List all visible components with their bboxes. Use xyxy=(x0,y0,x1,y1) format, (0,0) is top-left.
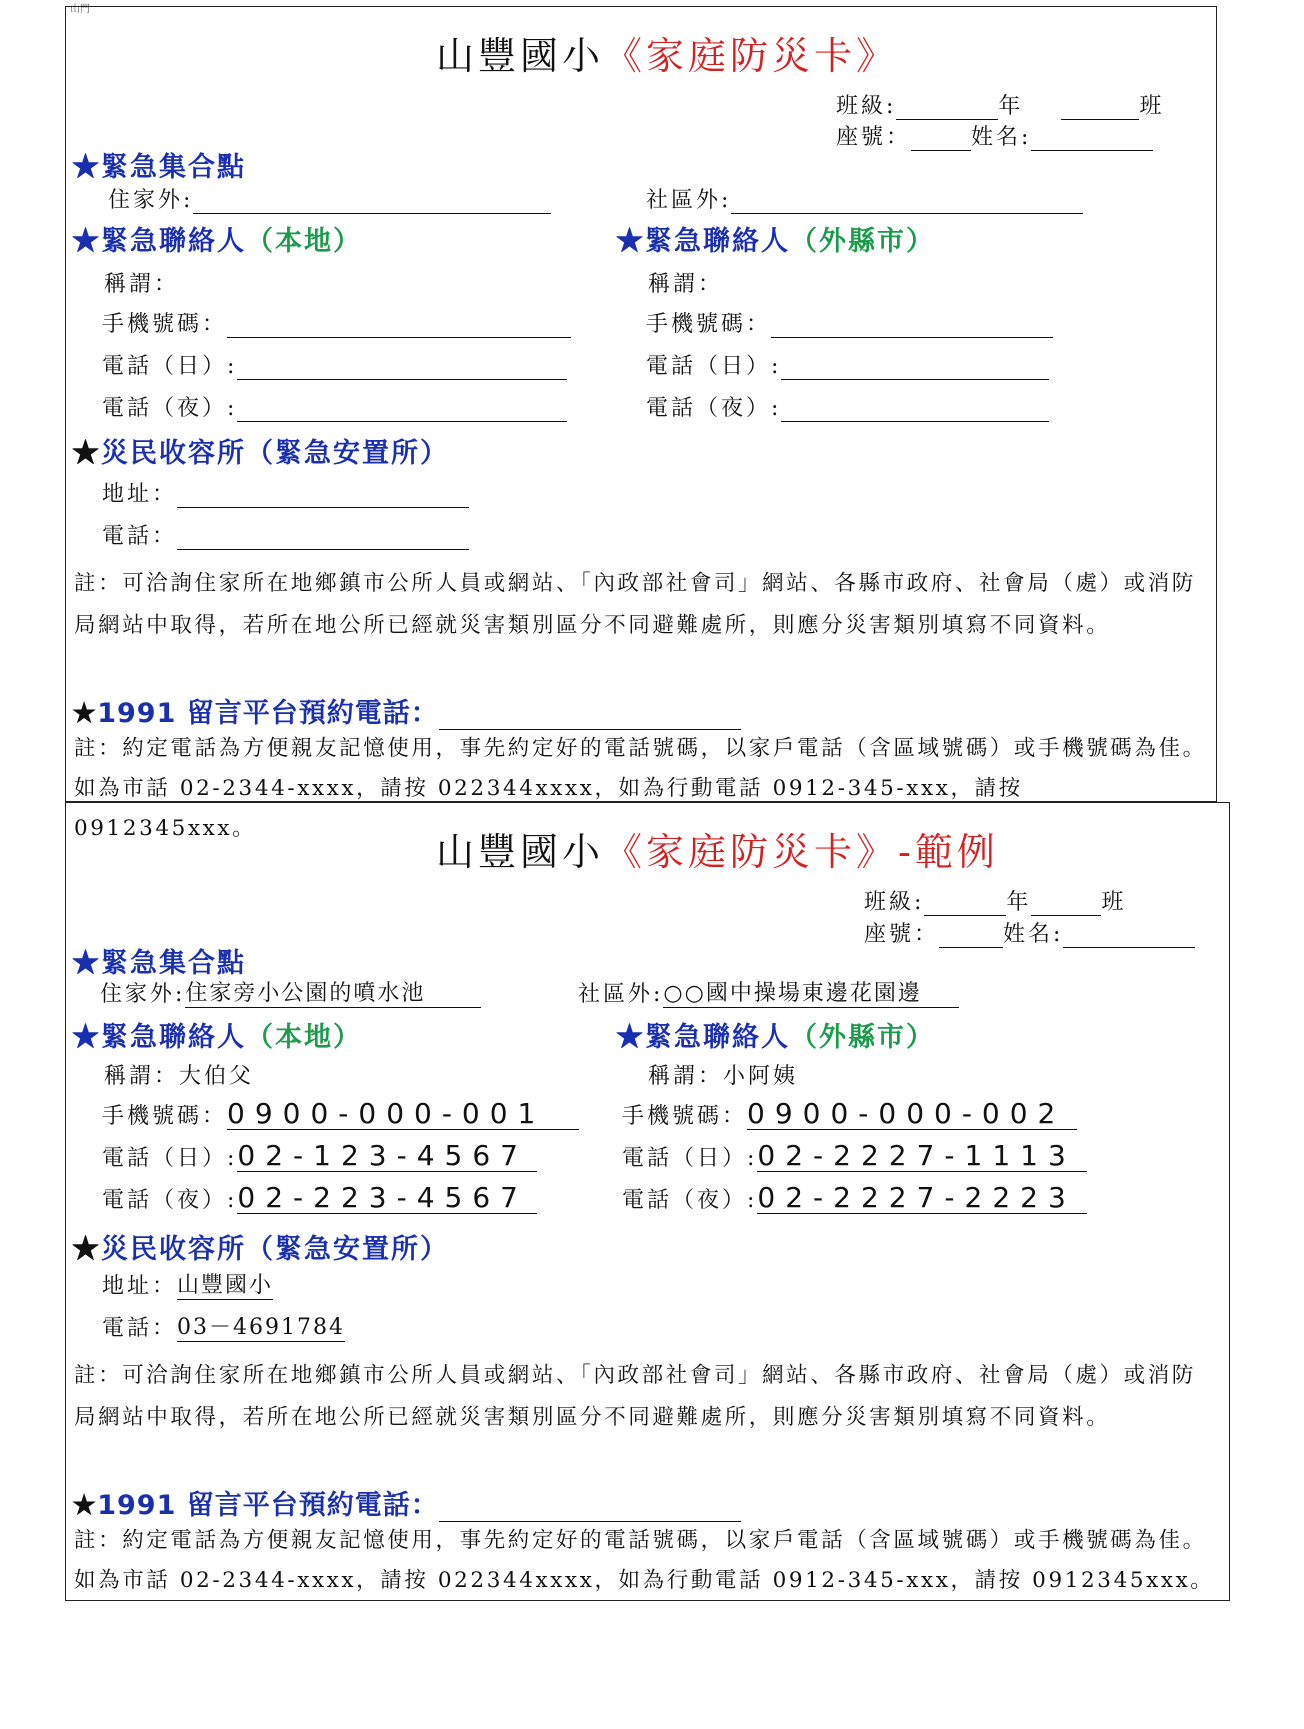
outer-day-row xyxy=(622,1141,1087,1172)
disaster-card-example xyxy=(65,802,1230,1601)
local-title-value: 稱謂：大伯父 xyxy=(104,1064,255,1089)
seat-label: 座號： xyxy=(864,922,940,947)
disaster-card-blank xyxy=(65,6,1217,841)
message-label: 留言平台預約電話： xyxy=(186,1490,439,1521)
seat-blank[interactable] xyxy=(911,126,971,151)
phone-label: 電話： xyxy=(102,524,178,549)
class-label: 班級: xyxy=(864,890,925,915)
outer-contact-heading xyxy=(616,219,935,258)
home-outside-blank[interactable] xyxy=(193,189,551,214)
class-row xyxy=(836,89,1164,120)
day-phone-label: 電話（日）: xyxy=(622,1146,758,1171)
community-outside-value[interactable]: ○○國中操場東邊花園邊 xyxy=(663,981,959,1008)
home-outside-value[interactable]: 住家旁小公園的噴水池 xyxy=(185,981,481,1008)
local-title-label: 稱謂： xyxy=(104,272,180,297)
local-day-row xyxy=(102,1141,537,1172)
local-contact-heading xyxy=(72,219,362,258)
title-card-name: 《家庭防災卡》 xyxy=(604,34,899,78)
local-day-blank[interactable] xyxy=(237,355,567,380)
local-contact-text: ★緊急聯絡人 xyxy=(72,1022,246,1053)
shelter-heading-text: 災民收容所（緊急安置所） xyxy=(101,1234,449,1265)
star-icon: ★ xyxy=(72,438,101,469)
outer-contact-text: ★緊急聯絡人 xyxy=(616,226,790,257)
outer-night-value[interactable]: 02-2227-2223 xyxy=(757,1183,1087,1214)
message-number: 1991 xyxy=(97,698,177,729)
title-card-name: 《家庭防災卡》-範例 xyxy=(604,830,999,874)
message-platform-row xyxy=(72,1483,741,1522)
ban-label: 班 xyxy=(1139,94,1165,119)
outer-title-value: 稱謂：小阿姨 xyxy=(648,1064,799,1089)
night-phone-label: 電話（夜）: xyxy=(646,396,782,421)
local-night-row xyxy=(102,391,567,422)
local-contact-text: ★緊急聯絡人 xyxy=(72,226,246,257)
card-title xyxy=(436,25,898,80)
local-paren: （本地） xyxy=(246,226,362,257)
local-mobile-value[interactable]: 0900-000-001 xyxy=(227,1099,579,1130)
seat-row xyxy=(864,917,1195,948)
home-outside-label: 住家外: xyxy=(108,188,194,213)
outer-night-row xyxy=(622,1183,1087,1214)
ban-label: 班 xyxy=(1101,890,1127,915)
mobile-label: 手機號碼： xyxy=(102,1104,228,1129)
star-icon: ★ xyxy=(72,698,98,729)
day-phone-label: 電話（日）: xyxy=(646,354,782,379)
address-value[interactable]: 山豐國小 xyxy=(177,1273,274,1298)
night-phone-label: 電話（夜）: xyxy=(102,1188,238,1213)
outer-night-row xyxy=(646,391,1049,422)
community-outside-row xyxy=(646,183,1083,214)
community-outside-blank[interactable] xyxy=(731,189,1083,214)
outer-day-value[interactable]: 02-2227-1113 xyxy=(757,1141,1087,1172)
note-phone-format: 註：約定電話為方便親友記憶使用，事先約定好的電話號碼，以家戶電話（含區域號碼）或手機號碼為佳。如為市話 02-2344-xxxx，請按 022344xxxx，如為行動電話 0912-345-xxx，請按 0912345xxx。 xyxy=(74,736,1207,841)
shelter-address-row xyxy=(102,477,469,508)
seat-row xyxy=(836,120,1153,151)
meet-point-heading: ★緊急集合點 xyxy=(72,152,246,183)
night-phone-label: 電話（夜）: xyxy=(622,1188,758,1213)
class-label: 班級: xyxy=(836,94,897,119)
message-phone-blank[interactable] xyxy=(439,703,741,730)
message-number: 1991 xyxy=(97,1490,177,1521)
mobile-label: 手機號碼： xyxy=(102,312,228,337)
star-icon: ★ xyxy=(72,1234,101,1265)
outer-mobile-row xyxy=(646,307,1053,338)
outer-contact-text: ★緊急聯絡人 xyxy=(616,1022,790,1053)
home-outside-row xyxy=(108,183,551,214)
class-year-blank[interactable] xyxy=(896,95,998,120)
local-night-row xyxy=(102,1183,537,1214)
shelter-address-row xyxy=(102,1269,273,1300)
class-ban-blank[interactable] xyxy=(1031,891,1101,916)
outer-paren: （外縣市） xyxy=(790,1022,935,1053)
local-contact-heading xyxy=(72,1015,362,1054)
message-platform-row xyxy=(72,691,741,730)
name-blank[interactable] xyxy=(1063,923,1195,948)
address-label: 地址： xyxy=(102,482,178,507)
outer-mobile-blank[interactable] xyxy=(771,313,1053,338)
outer-paren: （外縣市） xyxy=(790,226,935,257)
card-title xyxy=(436,821,999,876)
outer-day-row xyxy=(646,349,1049,380)
star-icon: ★ xyxy=(72,1490,98,1521)
meet-point-heading: ★緊急集合點 xyxy=(72,948,246,979)
class-year-blank[interactable] xyxy=(924,891,1006,916)
class-ban-blank[interactable] xyxy=(1061,95,1139,120)
outer-mobile-value[interactable]: 0900-000-002 xyxy=(747,1099,1077,1130)
shelter-phone-row xyxy=(102,519,469,550)
shelter-heading xyxy=(72,431,449,470)
outer-night-blank[interactable] xyxy=(781,397,1049,422)
outer-contact-heading xyxy=(616,1015,935,1054)
day-phone-label: 電話（日）: xyxy=(102,354,238,379)
community-outside-label: 社區外: xyxy=(578,982,664,1007)
seat-label: 座號： xyxy=(836,125,912,150)
local-day-value[interactable]: 02-123-4567 xyxy=(237,1141,537,1172)
year-label: 年 xyxy=(1006,890,1032,915)
name-blank[interactable] xyxy=(1031,126,1153,151)
note-shelter-source: 註：可洽詢住家所在地鄉鎮市公所人員或網站、「內政部社會司」網站、各縣市政府、社會局（處）或消防局網站中取得，若所在地公所已經就災害類別區分不同避難處所，則應分災害類別填寫不同資料。 xyxy=(74,571,1196,638)
local-night-value[interactable]: 02-223-4567 xyxy=(237,1183,537,1214)
mobile-label: 手機號碼： xyxy=(646,312,772,337)
local-mobile-row xyxy=(102,1099,579,1130)
message-phone-blank[interactable] xyxy=(439,1495,741,1522)
address-blank[interactable] xyxy=(177,483,469,508)
mobile-label: 手機號碼： xyxy=(622,1104,748,1129)
local-mobile-row xyxy=(102,307,571,338)
home-outside-label: 住家外: xyxy=(100,982,186,1007)
message-label: 留言平台預約電話： xyxy=(186,698,439,729)
phone-blank[interactable] xyxy=(177,525,469,550)
community-outside-label: 社區外: xyxy=(646,188,732,213)
home-outside-row xyxy=(100,977,481,1008)
note-shelter-source: 註：可洽詢住家所在地鄉鎮市公所人員或網站、「內政部社會司」網站、各縣市政府、社會局（處）或消防局網站中取得，若所在地公所已經就災害類別區分不同避難處所，則應分災害類別填寫不同資料。 xyxy=(74,1363,1196,1430)
outer-mobile-row xyxy=(622,1099,1077,1130)
corner-mark: 山門 xyxy=(70,4,90,15)
local-mobile-blank[interactable] xyxy=(227,313,571,338)
outer-title-label: 稱謂： xyxy=(648,272,724,297)
shelter-phone-row xyxy=(102,1311,345,1342)
phone-value[interactable]: 03－4691784 xyxy=(177,1315,345,1340)
title-school: 山豐國小 xyxy=(436,830,605,874)
outer-day-blank[interactable] xyxy=(781,355,1049,380)
phone-label: 電話： xyxy=(102,1316,178,1341)
local-night-blank[interactable] xyxy=(237,397,567,422)
note-phone-format: 註：約定電話為方便親友記憶使用，事先約定好的電話號碼，以家戶電話（含區域號碼）或手機號碼為佳。如為市話 02-2344-xxxx，請按 022344xxxx，如為行動電話 0912-345-xxx，請按 0912345xxx。 xyxy=(74,1528,1215,1593)
name-label: 姓名: xyxy=(1003,922,1064,947)
shelter-heading xyxy=(72,1227,449,1266)
year-label: 年 xyxy=(998,94,1024,119)
name-label: 姓名: xyxy=(971,125,1032,150)
night-phone-label: 電話（夜）: xyxy=(102,396,238,421)
local-paren: （本地） xyxy=(246,1022,362,1053)
address-label: 地址： xyxy=(102,1274,178,1299)
local-day-row xyxy=(102,349,567,380)
title-school: 山豐國小 xyxy=(436,34,605,78)
class-row xyxy=(864,885,1126,916)
shelter-heading-text: 災民收容所（緊急安置所） xyxy=(101,438,449,469)
seat-blank[interactable] xyxy=(939,923,1003,948)
day-phone-label: 電話（日）: xyxy=(102,1146,238,1171)
community-outside-row xyxy=(578,977,959,1008)
